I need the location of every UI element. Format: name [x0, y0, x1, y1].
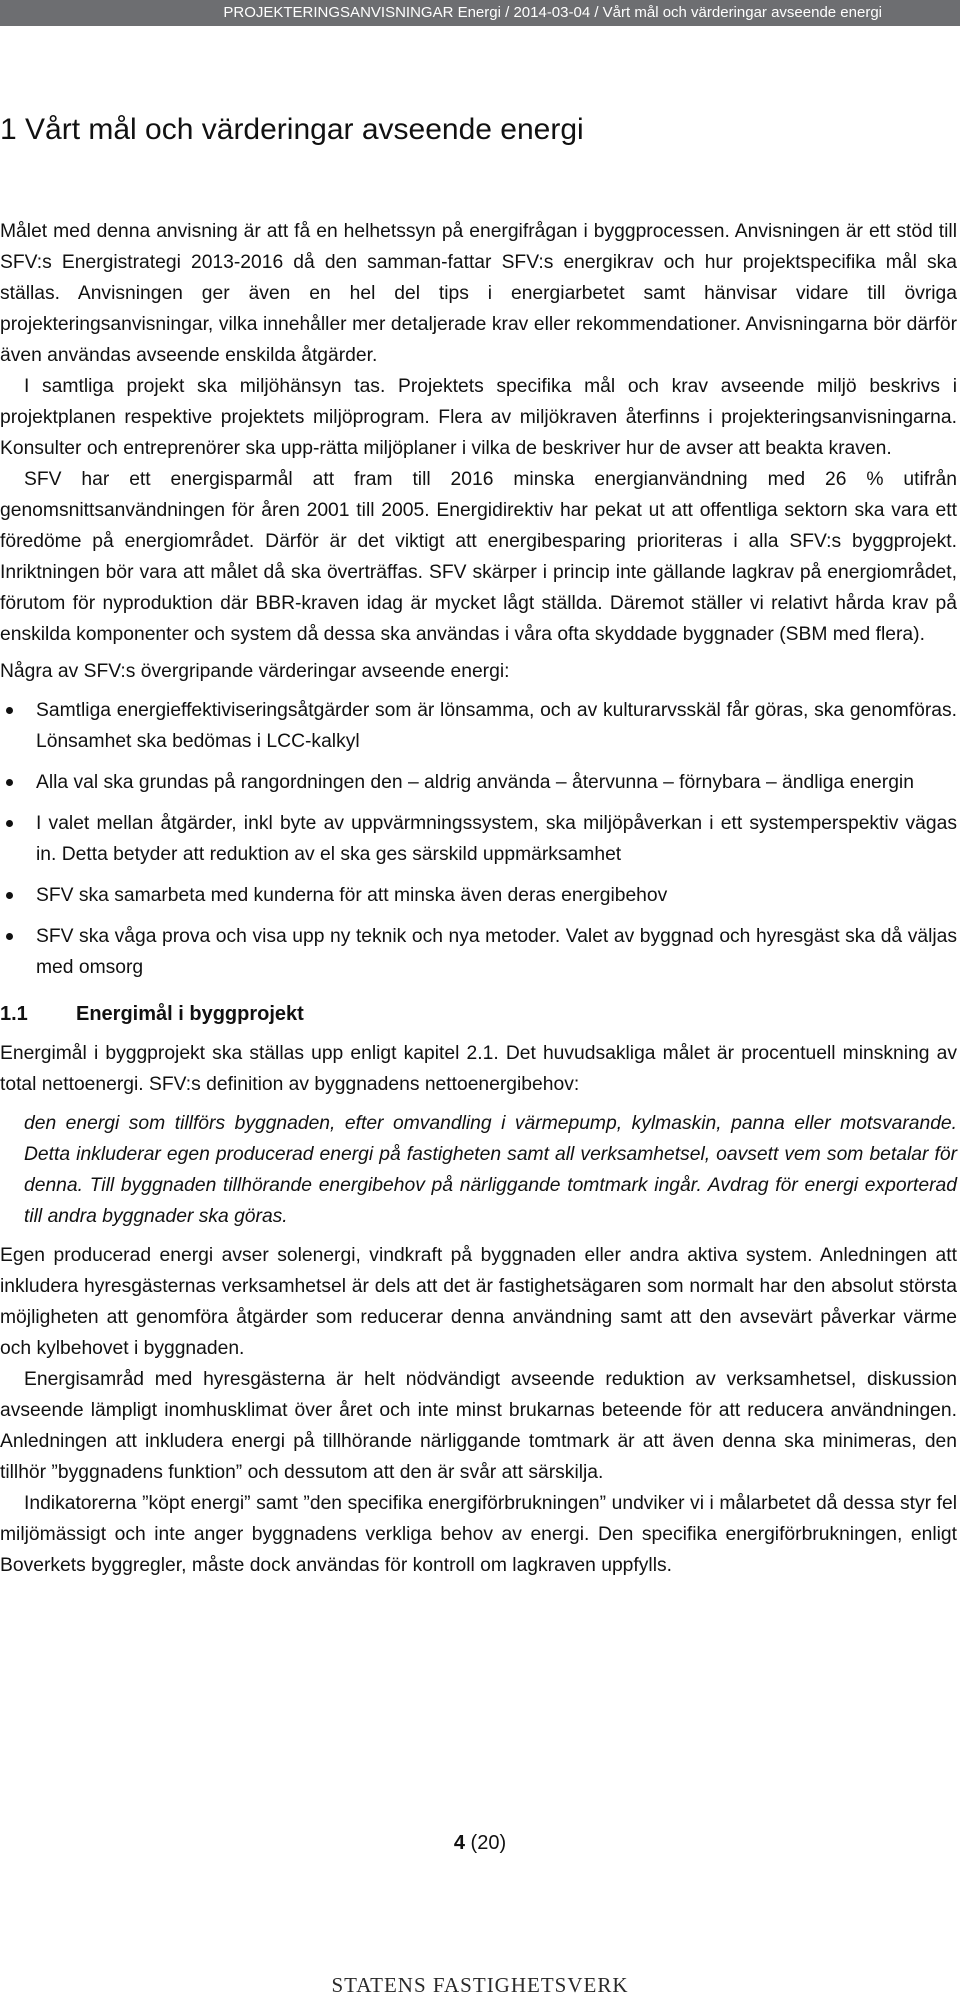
paragraph-purpose: Målet med denna anvisning är att få en helhetssyn på energifrågan i byggprocessen. Anvisningen är ett stöd till SFV:s Energistrategi 2013-2016 då den samman-fattar SFV:s energikrav och hur projektspecifika mål ska ställas. Anvisningen ger även en hel del tips i energiarbetet samt hänvisar vidare till övriga projekteringsanvisningar, vilka innehåller mer detaljerade krav eller rekommendationer. Anvisningarna bör därför även användas avseende enskilda åtgärder.: [0, 221, 957, 366]
net-energy-definition: den energi som tillförs byggnaden, efter omvandling i värmepump, kylmaskin, panna eller motsvarande. Detta inkluderar egen producerad energi på fastigheten samt all verksamhetsel, oavsett vem som betalar för denna. Till byggnaden tillhörande energibehov på närliggande tomtmark ingår. Avdrag för energi exporterad till andra byggnader ska göras.: [24, 1113, 957, 1227]
list-item: [0, 921, 957, 983]
bullet-icon: [6, 892, 13, 899]
list-item: [0, 767, 957, 798]
paragraph-own-energy: Egen producerad energi avser solenergi, vindkraft på byggnaden eller andra aktiva system. Anledningen att inkludera hyresgästernas verksamhetsel är dels att det är fastighetsägaren som normalt har den absolut största möjligheten att genomföra åtgärder som reducerar denna användning samt att den avsevärt påverkar värme och kylbehovet i byggnaden.: [0, 1245, 957, 1359]
bullet-icon: [6, 707, 13, 714]
list-item-text: Alla val ska grundas på rangordningen den – aldrig använda – återvunna – förnybara – ändliga energin: [36, 772, 914, 793]
list-item-text: I valet mellan åtgärder, inkl byte av uppvärmningssystem, ska miljöpåverkan i ett systemperspektiv vägas in. Detta betyder att reduktion av el ska ges särskild uppmärksamhet: [36, 813, 957, 865]
section-number: 1.1: [0, 1003, 28, 1025]
bullet-icon: [6, 933, 13, 940]
section-heading: [0, 999, 957, 1030]
values-list: [0, 695, 957, 983]
page-number: [0, 1832, 960, 1855]
organization-logo: STATENS FASTIGHETSVERK: [331, 1973, 629, 1997]
paragraph-tenant-consultation: Energisamråd med hyresgästerna är helt nödvändigt avseende reduktion av verksamhetsel, diskussion avseende lämpligt inomhusklimat över året och inte minst brukarnas beteende för att reducera användningen. Anledningen att inkludera energi på tillhörande närliggande tomtmark är att även denna ska minimeras, den tillhör ”byggnadens funktion” och dessutom att den är svår att särskilja.: [0, 1369, 957, 1483]
paragraph-energy-targets: Energimål i byggprojekt ska ställas upp enligt kapitel 2.1. Det huvudsakliga målet är procentuell minskning av total nettoenergi. SFV:s definition av byggnadens nettoenergibehov:: [0, 1043, 957, 1095]
section-title: Energimål i byggprojekt: [76, 1003, 304, 1025]
values-intro: Några av SFV:s övergripande värderingar avseende energi:: [0, 661, 510, 682]
list-item: [0, 808, 957, 870]
list-item-text: Samtliga energieffektiviseringsåtgärder som är lönsamma, och av kulturarvsskäl får göras, ska genomföras. Lönsamhet ska bedömas i LCC-kalkyl: [36, 700, 957, 752]
page-total: (20): [470, 1832, 507, 1854]
page-content: [0, 110, 957, 1581]
list-item-text: SFV ska samarbeta med kunderna för att minska även deras energibehov: [36, 885, 668, 906]
chapter-heading: 1 Vårt mål och värderingar avseende energi: [0, 113, 584, 146]
list-item-text: SFV ska våga prova och visa upp ny teknik och nya metoder. Valet av byggnad och hyresgäst ska då väljas med omsorg: [36, 926, 957, 978]
bullet-icon: [6, 779, 13, 786]
paragraph-environment: I samtliga projekt ska miljöhänsyn tas. Projektets specifika mål och krav avseende miljö beskrivs i projektplanen respektive projektets miljöprogram. Flera av miljökraven återfinns i projekteringsanvisningarna. Konsulter och entreprenörer ska upp-rätta miljöplaner i vilka de beskriver hur de avser att beakta kraven.: [0, 376, 957, 459]
list-item: [0, 695, 957, 757]
running-header: PROJEKTERINGSANVISNINGAR Energi / 2014-03-04 / Vårt mål och värderingar avseende energi: [0, 0, 960, 26]
paragraph-indicators: Indikatorerna ”köpt energi” samt ”den specifika energiförbrukningen” undviker vi i målarbetet då dessa styr fel miljömässigt och inte anger byggnadens verkliga behov av energi. Den specifika energiförbrukningen, enligt Boverkets byggregler, måste dock användas för kontroll om lagkraven uppfylls.: [0, 1493, 957, 1576]
paragraph-energy-goal: SFV har ett energisparmål att fram till 2016 minska energianvändning med 26 % utifrån genomsnittsanvändningen för åren 2001 till 2005. Energidirektiv har pekat ut att offentliga sektorn ska vara ett föredöme på energiområdet. Därför är det viktigt att energibesparing prioriteras i alla SFV:s byggprojekt. Inriktningen bör vara att målet då ska överträffas. SFV skärper i princip inte gällande lagkrav på energiområdet, förutom för nyproduktion där BBR-kraven idag är mycket lågt ställda. Däremot ställer vi relativt hårda krav på enskilda komponenter och system då dessa ska användas i våra ofta skyddade byggnader (SBM med flera).: [0, 469, 957, 645]
list-item: [0, 880, 957, 911]
bullet-icon: [6, 820, 13, 827]
page-current: 4: [453, 1832, 465, 1854]
